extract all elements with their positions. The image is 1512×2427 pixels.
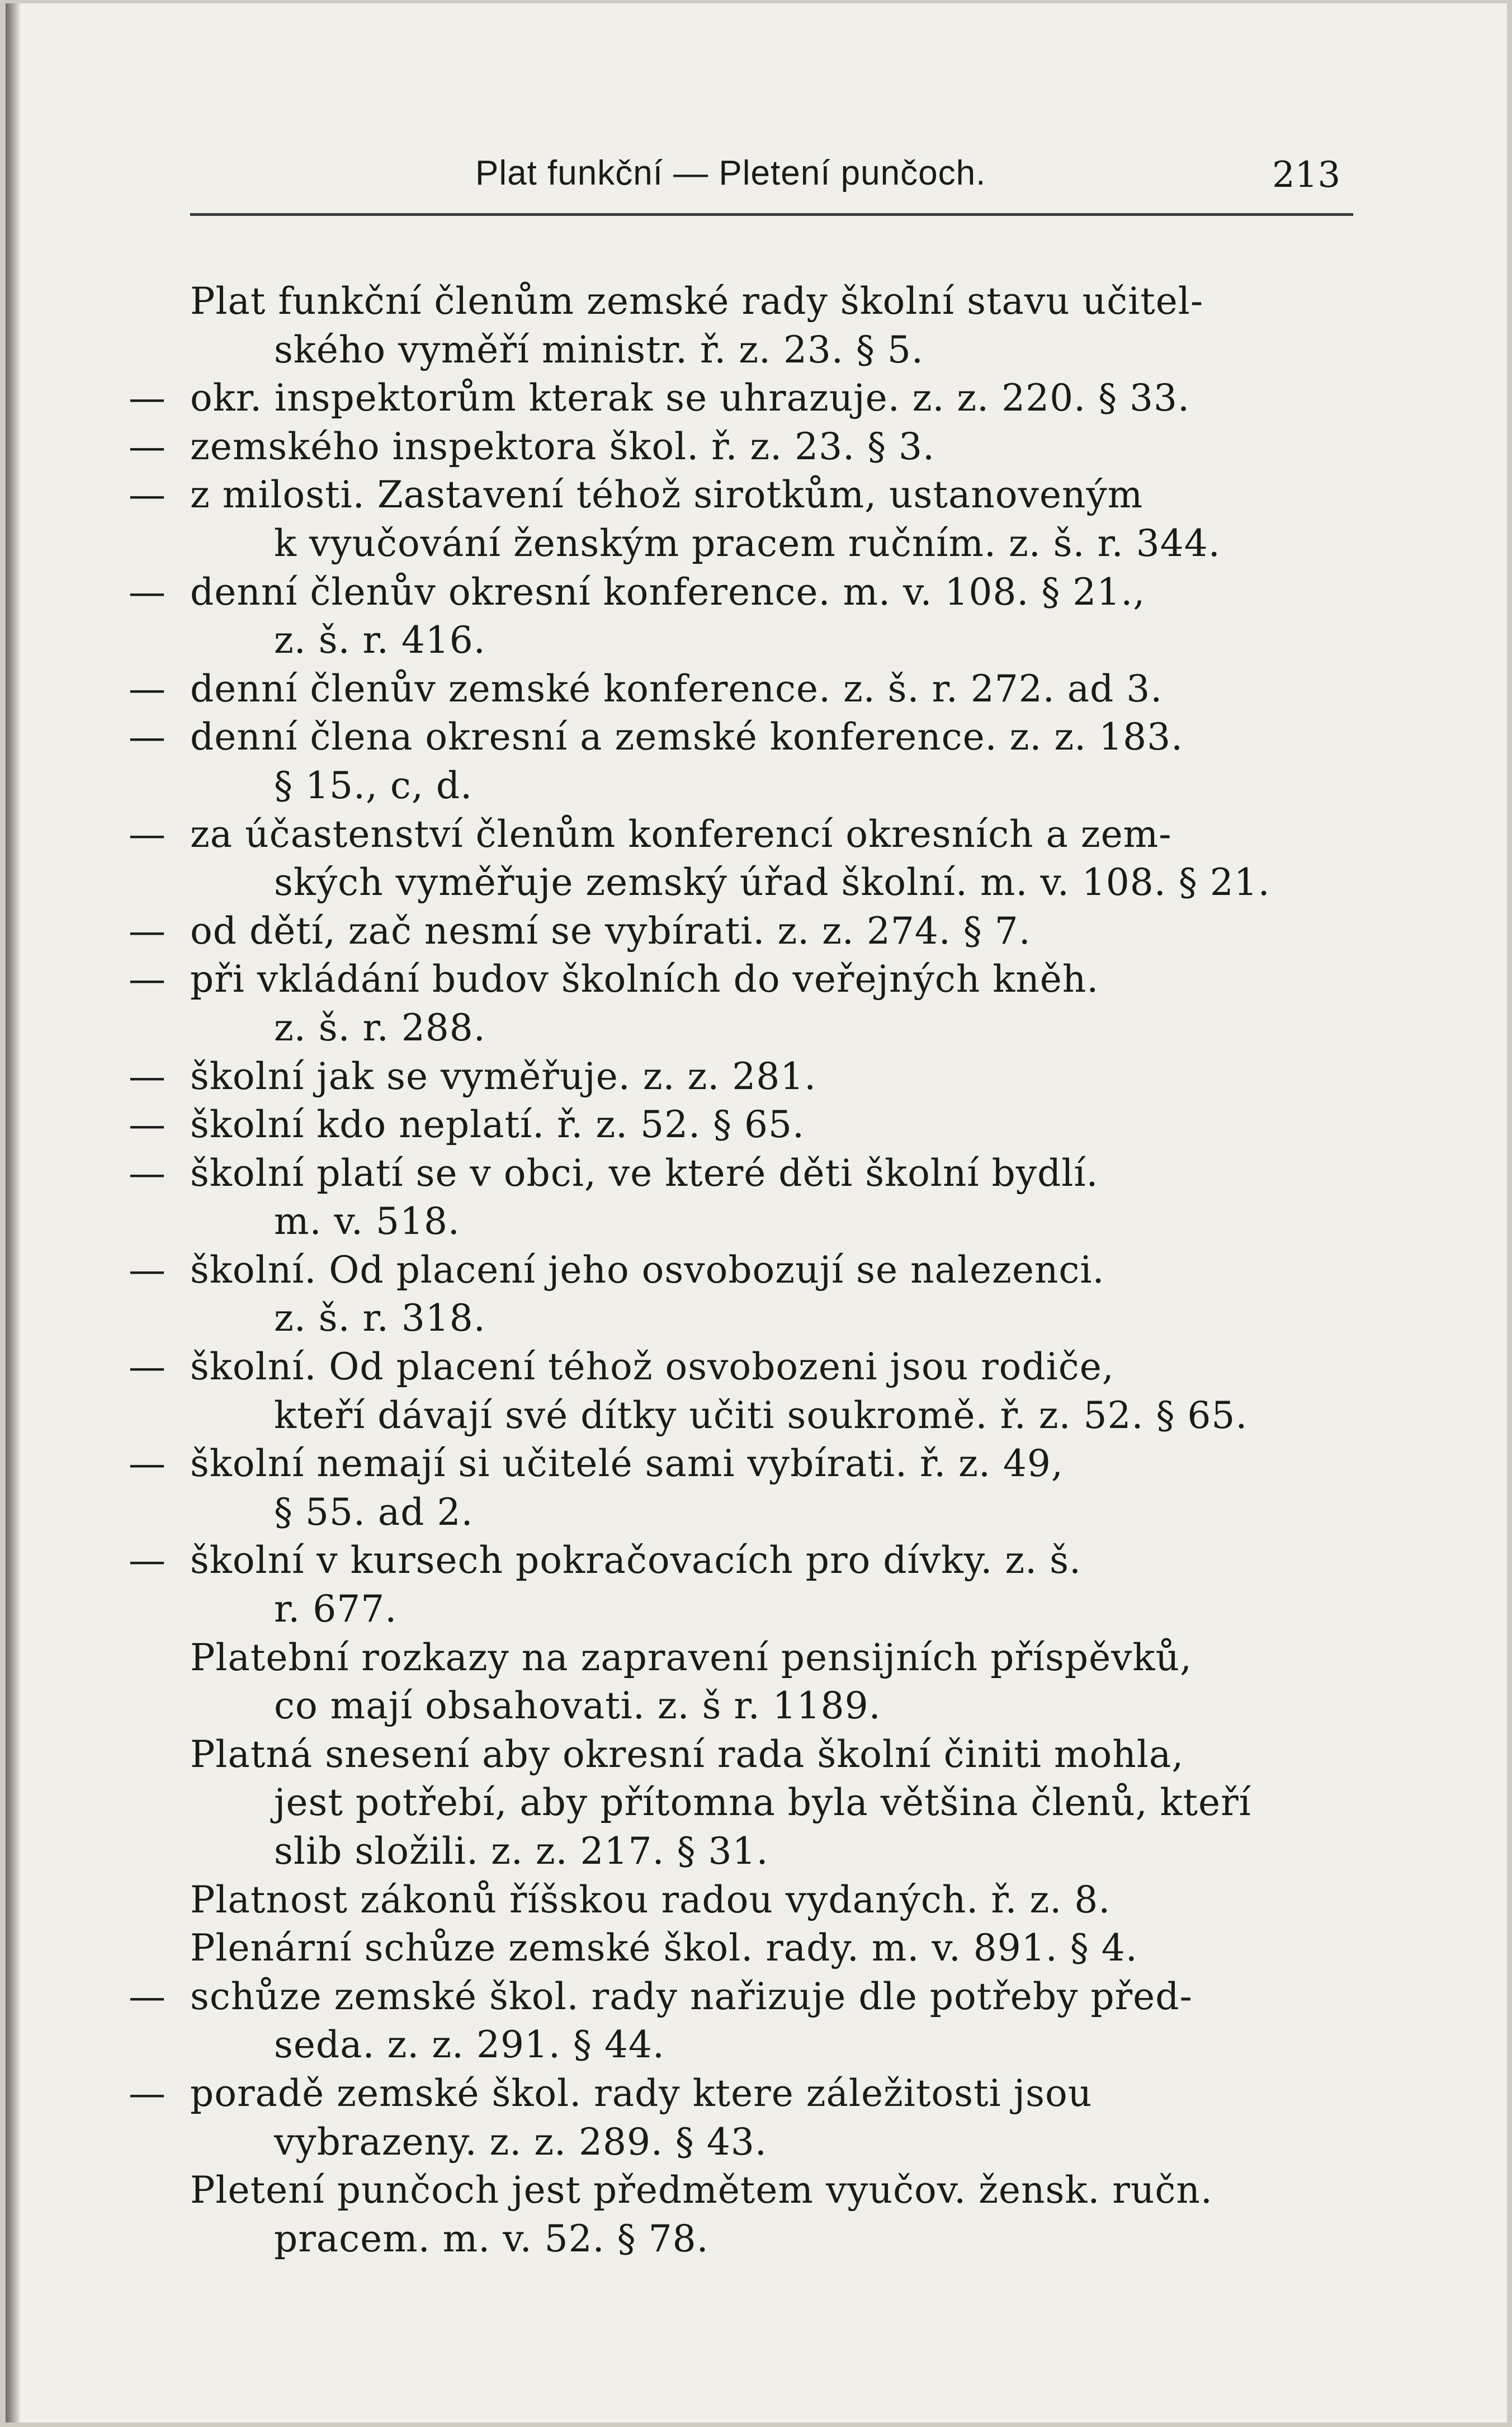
continuation-line (6, 2021, 1507, 2070)
continuation-line (6, 1198, 1507, 1246)
continuation-line (6, 1004, 1507, 1053)
entry-line (6, 1634, 1507, 1683)
entry-text: § 55. ad 2. (274, 1490, 474, 1534)
entry-text: jest potřebí, aby přítomna byla většina členů, kteří (274, 1781, 1251, 1825)
sub-entry-line (6, 568, 1507, 617)
sub-entry-line (6, 1537, 1507, 1585)
entry-text: z milosti. Zastavení téhož sirotkům, ustanoveným (190, 473, 1144, 517)
entry-text: školní nemají si učitelé sami vybírati. ř. z. 49, (190, 1442, 1064, 1486)
entry-text: školní v kursech pokračovacích pro dívky. z. š. (190, 1539, 1081, 1582)
sub-entry-line (6, 423, 1507, 472)
sub-entry-line (6, 1053, 1507, 1101)
entry-text: m. v. 518. (274, 1200, 460, 1243)
continuation-line (6, 1488, 1507, 1537)
entry-dash: — (129, 667, 166, 710)
book-page (6, 3, 1507, 2423)
entry-dash: — (129, 570, 166, 614)
entry-text: k vyučování ženským pracem ručním. z. š. r. 344. (274, 521, 1221, 565)
sub-entry-line (6, 374, 1507, 423)
entry-text: z. š. r. 288. (274, 1006, 486, 1049)
continuation-line (6, 1779, 1507, 1827)
entry-dash: — (129, 1442, 166, 1486)
sub-entry-line (6, 2070, 1507, 2118)
entry-line (6, 1876, 1507, 1925)
entry-text: školní jak se vyměřuje. z. z. 281. (190, 1054, 817, 1098)
entry-dash: — (129, 909, 166, 953)
entry-line (6, 2166, 1507, 2215)
entry-text: při vkládání budov školních do veřejných kněh. (190, 958, 1099, 1001)
continuation-line (6, 2118, 1507, 2167)
sub-entry-line (6, 907, 1507, 956)
entry-text: ských vyměřuje zemský úřad školní. m. v. 108. § 21. (274, 861, 1270, 904)
entry-line (6, 1731, 1507, 1779)
entry-text: schůze zemské škol. rady nařizuje dle potřeby před- (190, 1974, 1193, 2018)
entry-text: co mají obsahovati. z. š r. 1189. (274, 1684, 881, 1728)
entry-text: r. 677. (274, 1587, 398, 1631)
entry-text: Platební rozkazy na zapravení pensijních příspěvků, (190, 1636, 1192, 1679)
entry-text: Plat funkční členům zemské rady školní stavu učitel- (190, 280, 1204, 323)
entry-text: pracem. m. v. 52. § 78. (274, 2217, 709, 2260)
entry-line (6, 1924, 1507, 1973)
entry-dash: — (129, 1054, 166, 1098)
entry-text: zemského inspektora škol. ř. z. 23. § 3. (190, 425, 935, 468)
entry-text: z. š. r. 416. (274, 619, 486, 662)
entry-text: Plenární schůze zemské škol. rady. m. v. 891. § 4. (190, 1926, 1138, 1970)
continuation-line (6, 616, 1507, 665)
entry-text: Platná snesení aby okresní rada školní činiti mohla, (190, 1732, 1184, 1776)
sub-entry-line (6, 1149, 1507, 1198)
entry-text: Platnost zákonů říšskou radou vydaných. ř. z. 8. (190, 1878, 1111, 1921)
entry-dash: — (129, 473, 166, 517)
sub-entry-line (6, 1973, 1507, 2021)
continuation-line (6, 520, 1507, 568)
continuation-line (6, 1392, 1507, 1440)
entry-dash: — (129, 1103, 166, 1147)
entry-dash: — (129, 1539, 166, 1582)
entry-text: školní. Od placení téhož osvobozeni jsou rodiče, (190, 1345, 1114, 1389)
page-number: 213 (1272, 154, 1341, 196)
running-head: Plat funkční — Pletení punčoch. (475, 154, 986, 192)
entry-text: poradě zemské škol. rady ktere záležitosti jsou (190, 2071, 1093, 2115)
entry-text: ského vyměří ministr. ř. z. 23. § 5. (274, 328, 924, 371)
continuation-line (6, 1682, 1507, 1731)
entry-text: od dětí, zač nesmí se vybírati. z. z. 274. § 7. (190, 909, 1031, 953)
sub-entry-line (6, 810, 1507, 859)
sub-entry-line (6, 1440, 1507, 1488)
entry-dash: — (129, 1151, 166, 1195)
entry-text: seda. z. z. 291. § 44. (274, 2023, 665, 2067)
sub-entry-line (6, 1101, 1507, 1149)
entry-text: slib složili. z. z. 217. § 31. (274, 1830, 769, 1873)
entry-line (6, 277, 1507, 326)
sub-entry-line (6, 955, 1507, 1004)
entry-text: školní platí se v obci, ve které děti školní bydlí. (190, 1151, 1099, 1195)
entry-text: školní. Od placení jeho osvobozují se nalezenci. (190, 1248, 1105, 1292)
entry-dash: — (129, 1248, 166, 1292)
entry-dash: — (129, 1345, 166, 1389)
continuation-line (6, 1294, 1507, 1343)
continuation-line (6, 1585, 1507, 1634)
continuation-line (6, 2215, 1507, 2264)
sub-entry-line (6, 1246, 1507, 1295)
index-entries (6, 277, 1507, 2263)
entry-text: kteří dávají své dítky učiti soukromě. ř. z. 52. § 65. (274, 1393, 1248, 1437)
continuation-line (6, 1827, 1507, 1876)
entry-dash: — (129, 2071, 166, 2115)
continuation-line (6, 762, 1507, 810)
entry-text: denní člena okresní a zemské konference. z. z. 183. (190, 715, 1184, 759)
entry-dash: — (129, 425, 166, 468)
entry-text: Pletení punčoch jest předmětem vyučov. žensk. ručn. (190, 2169, 1213, 2212)
entry-text: denní členův okresní konference. m. v. 108. § 21., (190, 570, 1146, 614)
entry-dash: — (129, 812, 166, 856)
entry-dash: — (129, 1974, 166, 2018)
entry-dash: — (129, 715, 166, 759)
entry-text: vybrazeny. z. z. 289. § 43. (274, 2120, 767, 2164)
header-rule (190, 213, 1353, 216)
entry-text: školní kdo neplatí. ř. z. 52. § 65. (190, 1103, 805, 1147)
continuation-line (6, 326, 1507, 375)
continuation-line (6, 859, 1507, 907)
sub-entry-line (6, 665, 1507, 714)
sub-entry-line (6, 713, 1507, 762)
entry-text: denní členův zemské konference. z. š. r. 272. ad 3. (190, 667, 1163, 710)
entry-text: okr. inspektorům kterak se uhrazuje. z. z. 220. § 33. (190, 376, 1190, 420)
entry-text: za účastenství členům konferencí okresních a zem- (190, 812, 1172, 856)
entry-dash: — (129, 376, 166, 420)
entry-dash: — (129, 958, 166, 1001)
sub-entry-line (6, 1343, 1507, 1392)
entry-text: z. š. r. 318. (274, 1297, 486, 1340)
sub-entry-line (6, 471, 1507, 520)
entry-text: § 15., c, d. (274, 764, 473, 807)
